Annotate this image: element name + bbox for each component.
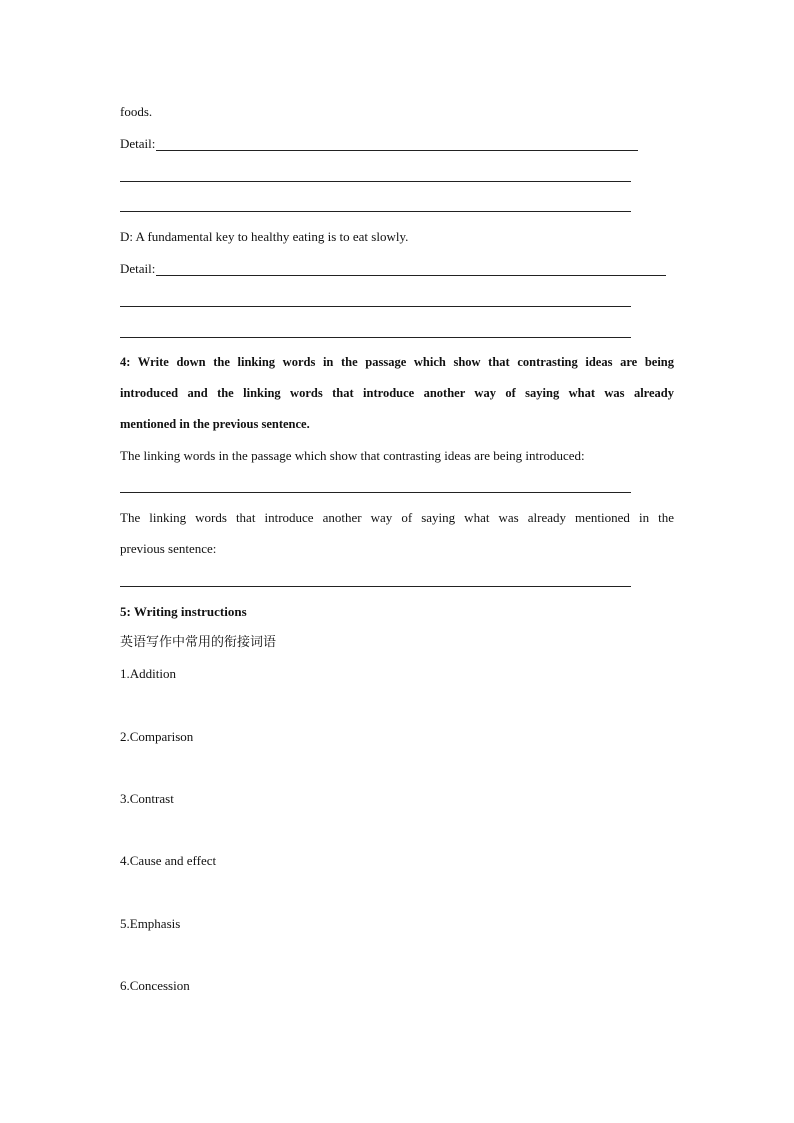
answer-line[interactable] [156,150,638,151]
list-item-contrast: 3.Contrast [120,791,174,806]
answer-line[interactable] [156,275,666,276]
list-item-comparison: 2.Comparison [120,729,194,744]
question-5-subtitle: 英语写作中常用的衔接词语 [120,635,277,650]
prompt-restate-line-1 [120,510,674,526]
continuation-text: foods. [120,104,153,119]
list-item-cause-effect: 4.Cause and effect [120,853,217,868]
prompt-restate-text: The linking words that introduce another way of saying what was already mentioned in the [120,510,674,525]
answer-line[interactable] [120,492,631,493]
prompt-contrast: The linking words in the passage which show that contrasting ideas are being introduced: [120,448,585,463]
question-4-text: introduced and the linking words that introduce another way of saying what was already [120,386,674,400]
question-4-line-3: mentioned in the previous sentence. [120,417,310,431]
detail-label: Detail: [120,261,156,276]
item-d-text: D: A fundamental key to healthy eating is to eat slowly. [120,229,409,244]
list-item-concession: 6.Concession [120,978,190,993]
question-4-line-1 [120,354,674,370]
detail-label: Detail: [120,136,156,151]
detail-row-d [120,261,668,277]
answer-line[interactable] [120,337,631,338]
list-item-emphasis: 5.Emphasis [120,916,181,931]
answer-line[interactable] [120,181,631,182]
list-item-addition: 1.Addition [120,666,176,681]
answer-line[interactable] [120,211,631,212]
answer-line[interactable] [120,586,631,587]
question-4-text: 4: Write down the linking words in the passage which show that contrasting ideas are being [120,355,674,369]
detail-row-c [120,136,640,152]
answer-line[interactable] [120,306,631,307]
question-4-line-2 [120,385,674,401]
prompt-restate-line-2: previous sentence: [120,541,217,556]
question-5-title: 5: Writing instructions [120,604,247,619]
